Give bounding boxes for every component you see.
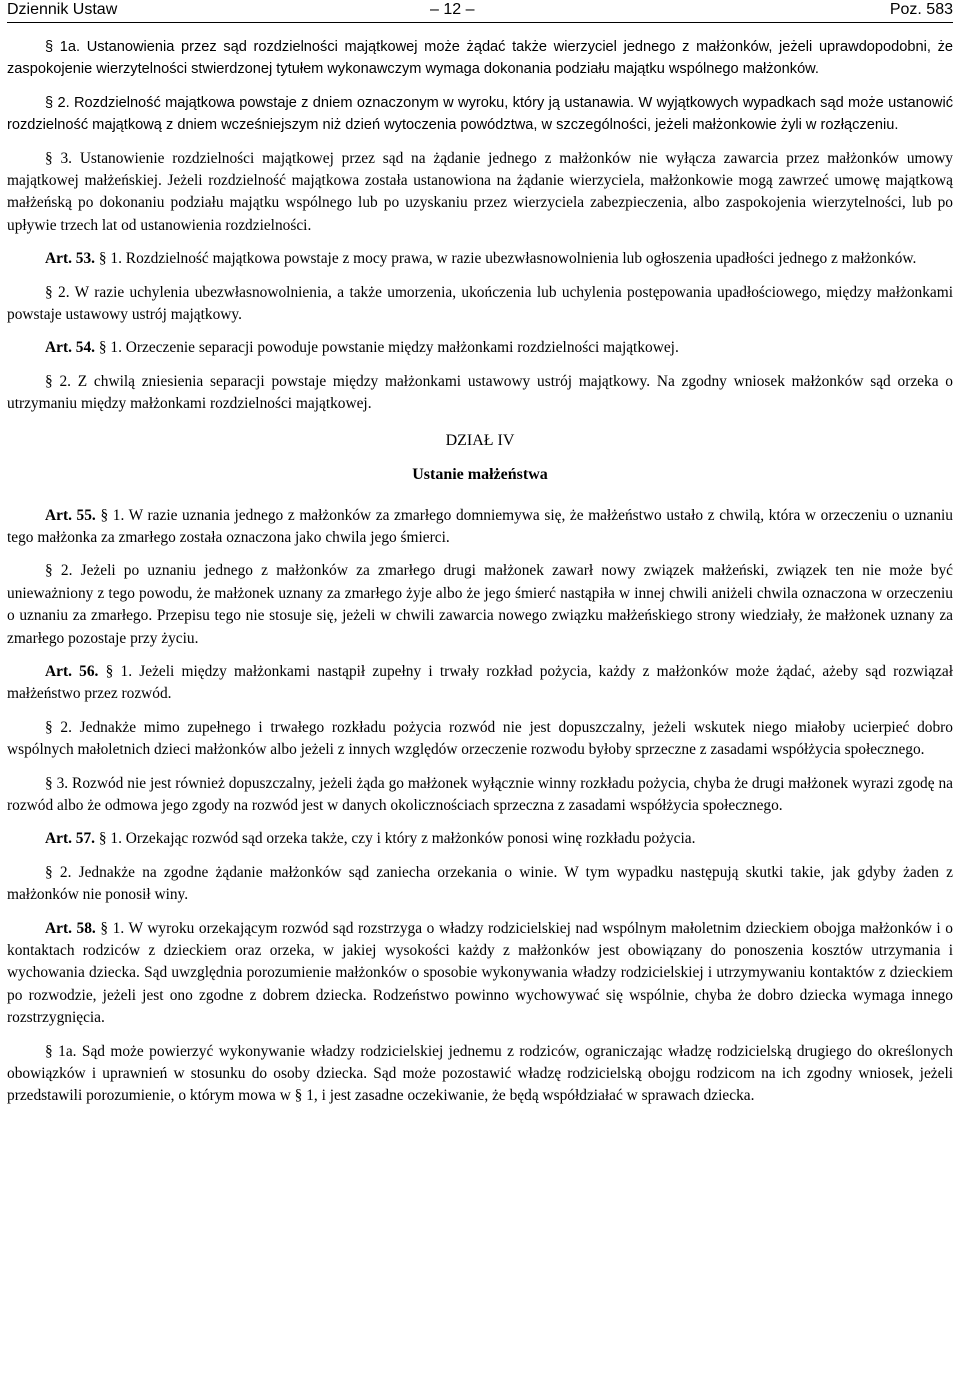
article-label: Art. 55.	[45, 506, 96, 524]
paragraph	[7, 661, 953, 706]
paragraph-text: § 2. W razie uchylenia ubezwłasnowolnienia, a także umorzenia, ukończenia lub uchylenia postępowania upadłościowego, między małżonkami powstaje ustawowy ustrój majątkowy.	[7, 283, 953, 324]
section-title: DZIAŁ IV	[445, 431, 515, 449]
article-label: Art. 53.	[45, 250, 96, 268]
paragraph-text: § 1. W wyroku orzekającym rozwód sąd rozstrzyga o władzy rodzicielskiej nad wspólnym małoletnim dzieckiem obojga małżonków i o kontaktach rodziców z dzieckiem oraz orzeka, w jakiej wysokości każdy z małżonków jest obowiązany do ponoszenia kosztów utrzymania i wychowania dziecka. Sąd uwzględnia porozumienie małżonków o sposobie wykonywania władzy rodzicielskiej i utrzymywaniu kontaktów z dzieckiem po rozwodzie, jeżeli jest ono zgodne z dobrem dziecka. Rodzeństwo powinno wychowywać się wspólnie, chyba że dobro dziecka wymaga innego rozstrzygnięcia.	[7, 919, 953, 1027]
position-number: Poz. 583	[889, 1, 953, 18]
paragraph	[7, 371, 953, 416]
paragraph	[7, 282, 953, 327]
section-subtitle: Ustanie małżeństwa	[412, 466, 548, 484]
journal-name: Dziennik Ustaw	[7, 1, 118, 18]
paragraph	[7, 1041, 953, 1108]
paragraph-text: § 1. Jeżeli między małżonkami nastąpił zupełny i trwały rozkład pożycia, każdy z małżonków może żądać, ażeby sąd rozwiązał małżeństwo przez rozwód.	[7, 662, 953, 703]
document-page	[7, 0, 953, 1105]
paragraph	[7, 337, 953, 359]
paragraph-text: § 2. Z chwilą zniesienia separacji powstaje między małżonkami ustawowy ustrój majątkowy. Na zgodny wniosek małżonków sąd orzeka o utrzymaniu między małżonkami rozdzielności majątkowej.	[7, 372, 953, 413]
paragraph	[7, 92, 953, 137]
paragraph-text: § 1a. Sąd może powierzyć wykonywanie władzy rodzicielskiej jednemu z rodziców, ograniczając władzę rodzicielską drugiego do określonych obowiązków i uprawnień w stosunku do osoby dziecka. Sąd może pozostawić władzę rodzicielską obojgu rodzicom na ich zgodny wniosek, jeżeli przedstawili porozumienie, o którym mowa w § 1, i jest zasadne oczekiwanie, że będą współdziałać w sprawach dziecka.	[7, 1042, 953, 1105]
paragraph-text: § 2. Jednakże na zgodne żądanie małżonków sąd zaniecha orzekania o winie. W tym wypadku następują skutki takie, jak gdyby żaden z małżonków nie ponosił winy.	[7, 863, 953, 904]
paragraph	[7, 862, 953, 907]
paragraph	[7, 773, 953, 818]
paragraph-text: § 1. Orzeczenie separacji powoduje powstanie między małżonkami rozdzielności majątkowej.	[98, 339, 679, 357]
page-header	[7, 0, 953, 22]
article-label: Art. 54.	[45, 339, 96, 357]
paragraph-text: § 2. Jeżeli po uznaniu jednego z małżonków za zmarłego drugi małżonek zawarł nowy związek małżeński, związek ten nie może być unieważniony z tego powodu, że małżonek uznany za zmarłego żyje albo że jego śmierć nastąpiła w innej chwili aniżeli chwila oznaczona w orzeczeniu o uznaniu za zmarłego. Przepisu tego nie stosuje się, jeżeli w chwili zawarcia nowego związku małżeńskiego strony wiedziały, że małżonek uznany za zmarłego pozostaje przy życiu.	[7, 562, 953, 647]
header-divider	[7, 22, 953, 23]
paragraph-text: § 1. W razie uznania jednego z małżonków za zmarłego domniemywa się, że małżeństwo ustało z chwilą, która w orzeczeniu o uznaniu tego małżonka za zmarłego została oznaczona jako chwila jego śmierci.	[7, 506, 953, 546]
paragraph-text: § 2. Rozdzielność majątkowa powstaje z dniem oznaczonym w wyroku, który ją ustanawia. W wyjątkowych wypadkach sąd może ustanowić rozdzielność majątkową z dniem wcześniejszym niż dzień wytoczenia powództwa, w szczególności, jeżeli małżonkowie żyli w rozłączeniu.	[7, 94, 953, 134]
paragraph	[7, 717, 953, 762]
paragraph-text: § 3. Ustanowienie rozdzielności majątkowej przez sąd na żądanie jednego z małżonków nie wyłącza zawarcia przez małżonków umowy majątkowej małżeńskiej. Jeżeli rozdzielność majątkowa została ustanowiona na żądanie wierzyciela, małżonkowie mogą zawrzeć umowę majątkową małżeńską po dokonaniu podziału majątku wspólnego lub po uzyskaniu przez wierzyciela zabezpieczenia, albo zaspokojenia wierzytelności, lub po upływie trzech lat od ustanowienia rozdzielności.	[7, 149, 953, 234]
article-label: Art. 58.	[45, 919, 96, 937]
page-number: – 12 –	[430, 1, 475, 18]
article-label: Art. 57.	[45, 830, 96, 848]
document-body	[7, 36, 953, 1119]
paragraph-text: § 2. Jednakże mimo zupełnego i trwałego rozkładu pożycia rozwód nie jest dopuszczalny, jeżeli wskutek niego miałoby ucierpieć dobro wspólnych małoletnich dzieci małżonków albo jeżeli z innych względów orzeczenie rozwodu byłoby sprzeczne z zasadami współżycia społecznego.	[7, 718, 953, 759]
paragraph	[7, 148, 953, 238]
paragraph-text: § 3. Rozwód nie jest również dopuszczalny, jeżeli żąda go małżonek wyłącznie winny rozkładu pożycia, chyba że drugi małżonek wyrazi zgodę na rozwód albo że odmowa jego zgody na rozwód jest w danych okolicznościach sprzeczna z zasadami współżycia społecznego.	[7, 774, 953, 814]
paragraph	[7, 248, 953, 270]
paragraph	[7, 918, 953, 1030]
paragraph-text: § 1. Orzekając rozwód sąd orzeka także, czy i który z małżonków ponosi winę rozkładu pożycia.	[98, 830, 696, 848]
paragraph	[7, 36, 953, 81]
paragraph-text: § 1. Rozdzielność majątkowa powstaje z mocy prawa, w razie ubezwłasnowolnienia lub ogłoszenia upadłości jednego z małżonków.	[98, 250, 917, 268]
paragraph	[7, 560, 953, 650]
paragraph	[7, 505, 953, 550]
paragraph-text: § 1a. Ustanowienia przez sąd rozdzielności majątkowej może żądać także wierzyciel jednego z małżonków, jeżeli uprawdopodobni, że zaspokojenie wierzytelności stwierdzonej tytułem wykonawczym wymaga dokonania podziału majątku wspólnego małżonków.	[7, 39, 953, 78]
paragraph	[7, 828, 953, 850]
article-label: Art. 56.	[45, 662, 99, 680]
